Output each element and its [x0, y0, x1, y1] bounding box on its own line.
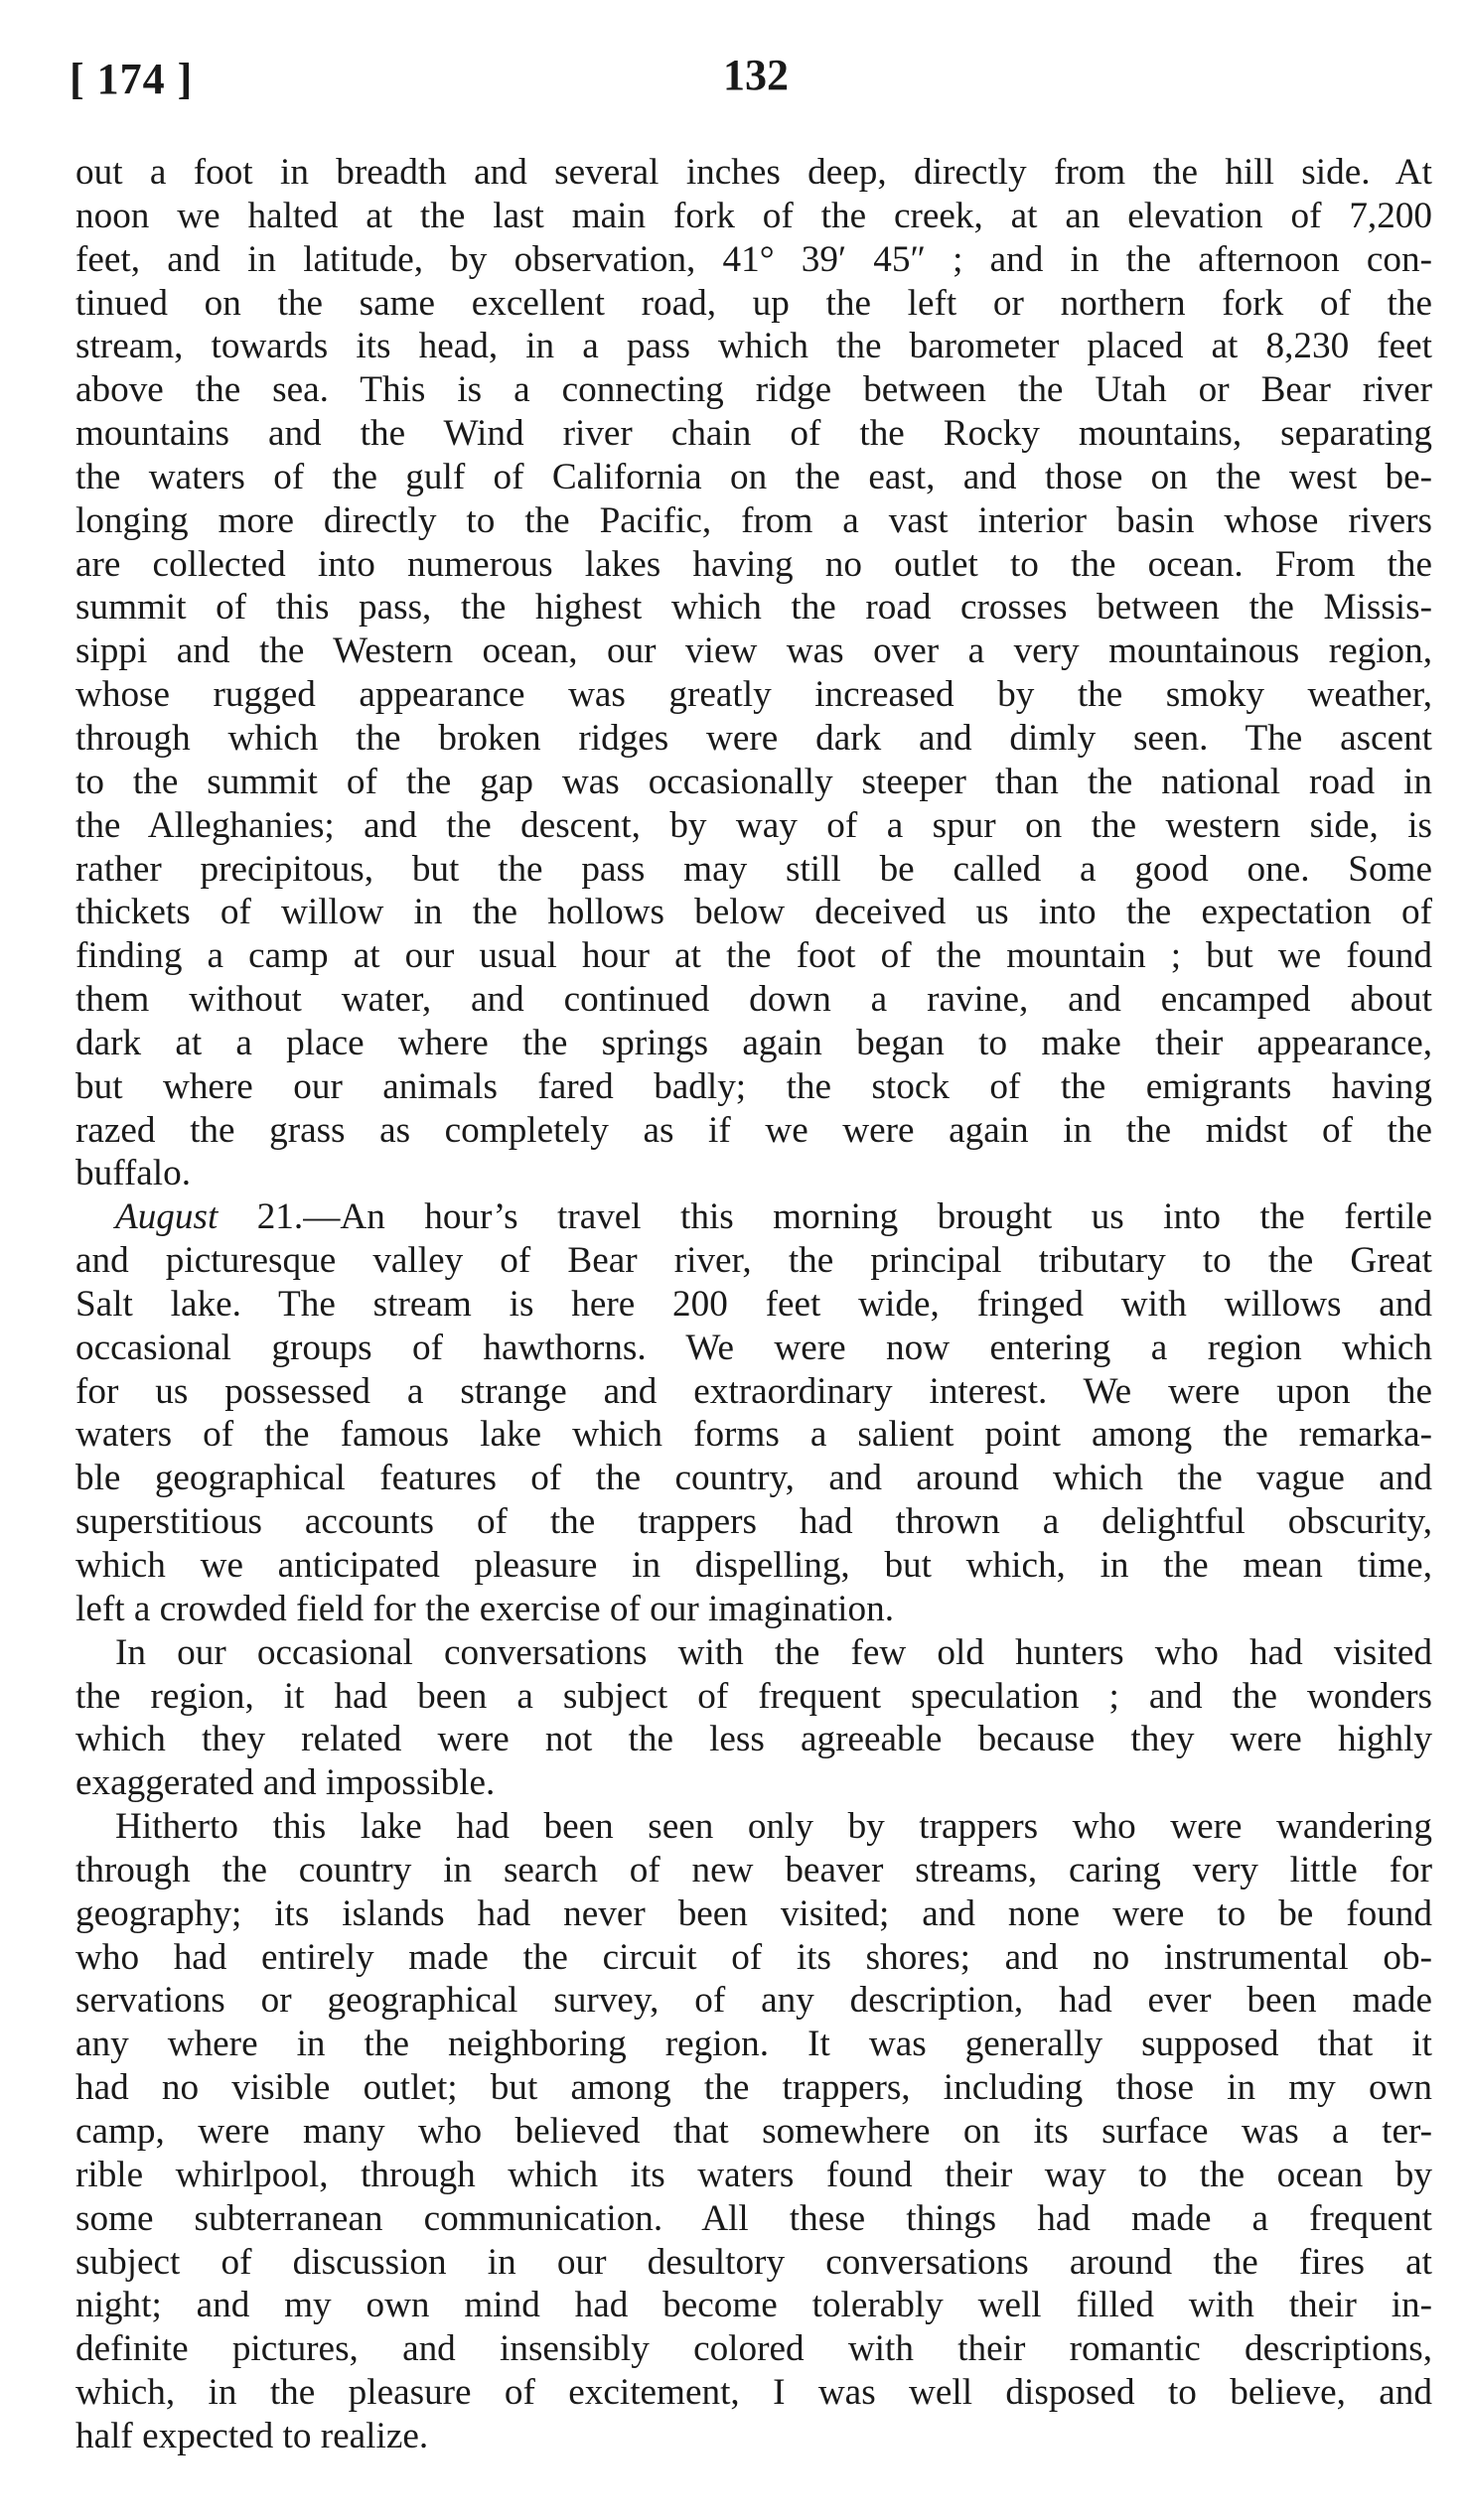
text-line: through which the broken ridges were dark and dimly seen. The ascent [75, 717, 1432, 759]
text-line-dated [75, 1195, 1432, 1239]
text-line: any where in the neighboring region. It was generally supposed that it [75, 2024, 1432, 2065]
text-line: above the sea. This is a connecting ridge between the Utah or Bear river [75, 369, 1432, 411]
text-line: rible whirlpool, through which its waters found their way to the ocean by [75, 2154, 1432, 2195]
text-line: tinued on the same excellent road, up the left or northern fork of the [75, 282, 1432, 324]
text-line: are collected into numerous lakes having no outlet to the ocean. From the [75, 543, 1432, 585]
text-line: camp, were many who believed that somewhere on its surface was a ter- [75, 2110, 1432, 2152]
text-line: definite pictures, and insensibly colored with their romantic descriptions, [75, 2328, 1432, 2370]
text-line: which we anticipated pleasure in dispelling, but which, in the mean time, [75, 1545, 1432, 1586]
text-line: the Alleghanies; and the descent, by way of a spur on the western side, is [75, 804, 1432, 846]
date-label: August [115, 1196, 219, 1238]
text-line: longing more directly to the Pacific, from a vast interior basin whose rivers [75, 499, 1432, 541]
text-line: In our occasional conversations with the few old hunters who had visited [115, 1631, 1432, 1673]
text-line: but where our animals fared badly; the stock of the emigrants having [75, 1065, 1432, 1107]
text-line: superstitious accounts of the trappers had thrown a delightful obscurity, [75, 1501, 1432, 1543]
text-line: which they related were not the less agreeable because they were highly [75, 1719, 1432, 1760]
text-line: feet, and in latitude, by observation, 41° 39′ 45″ ; and in the afternoon con- [75, 238, 1432, 280]
text-line: to the summit of the gap was occasionally steeper than the national road in [75, 761, 1432, 802]
text-line: ble geographical features of the country, and around which the vague and [75, 1458, 1432, 1499]
text-line: dark at a place where the springs again began to make their appearance, [75, 1022, 1432, 1063]
text-line: some subterranean communication. All these things had made a frequent [75, 2197, 1432, 2239]
text-line: the waters of the gulf of California on the east, and those on the west be- [75, 456, 1432, 497]
text-line: Hitherto this lake had been seen only by trappers who were wandering [115, 1806, 1432, 1848]
text-line: stream, towards its head, in a pass which the barometer placed at 8,230 feet [75, 326, 1432, 367]
text-line: noon we halted at the last main fork of the creek, at an elevation of 7,200 [75, 195, 1432, 236]
text-line: razed the grass as completely as if we were again in the midst of the [75, 1109, 1432, 1151]
text-line: servations or geographical survey, of any description, had ever been made [75, 1980, 1432, 2022]
text-run: 21.—An hour’s travel this morning brought us into the fertile [218, 1196, 1432, 1238]
text-line: Salt lake. The stream is here 200 feet wide, fringed with willows and [75, 1283, 1432, 1325]
text-line: half expected to realize. [75, 2415, 429, 2456]
text-line: and picturesque valley of Bear river, the principal tributary to the Great [75, 1240, 1432, 1282]
text-line: night; and my own mind had become tolerably well filled with their in- [75, 2285, 1432, 2326]
text-line: mountains and the Wind river chain of the Rocky mountains, separating [75, 413, 1432, 455]
text-line: sippi and the Western ocean, our view was over a very mountainous region, [75, 630, 1432, 672]
text-line: through the country in search of new beaver streams, caring very little for [75, 1849, 1432, 1890]
text-line: left a crowded field for the exercise of our imagination. [75, 1588, 894, 1629]
text-line: occasional groups of hawthorns. We were now entering a region which [75, 1327, 1432, 1368]
page-number: 132 [723, 51, 789, 99]
text-line: rather precipitous, but the pass may still be called a good one. Some [75, 848, 1432, 890]
text-line: the region, it had been a subject of frequent speculation ; and the wonders [75, 1675, 1432, 1717]
text-line: geography; its islands had never been visited; and none were to be found [75, 1892, 1432, 1934]
text-line: who had entirely made the circuit of its shores; and no instrumental ob- [75, 1936, 1432, 1978]
text-line: thickets of willow in the hollows below deceived us into the expectation of [75, 892, 1432, 933]
bracketed-page-number: [ 174 ] [70, 55, 194, 103]
text-line: finding a camp at our usual hour at the foot of the mountain ; but we found [75, 935, 1432, 977]
text-line: waters of the famous lake which forms a salient point among the remarka- [75, 1414, 1432, 1456]
text-line: which, in the pleasure of excitement, I was well disposed to believe, and [75, 2372, 1432, 2414]
text-line: had no visible outlet; but among the trappers, including those in my own [75, 2067, 1432, 2109]
text-line: whose rugged appearance was greatly increased by the smoky weather, [75, 674, 1432, 716]
text-line: exaggerated and impossible. [75, 1762, 496, 1804]
text-line: buffalo. [75, 1153, 192, 1194]
text-line: out a foot in breadth and several inches deep, directly from the hill side. At [75, 152, 1432, 193]
text-line: for us possessed a strange and extraordinary interest. We were upon the [75, 1370, 1432, 1412]
text-line: summit of this pass, the highest which the road crosses between the Missis- [75, 587, 1432, 629]
text-line: them without water, and continued down a ravine, and encamped about [75, 979, 1432, 1021]
text-line: subject of discussion in our desultory conversations around the fires at [75, 2241, 1432, 2283]
page-header [70, 51, 1420, 113]
body-text [75, 151, 1432, 2458]
